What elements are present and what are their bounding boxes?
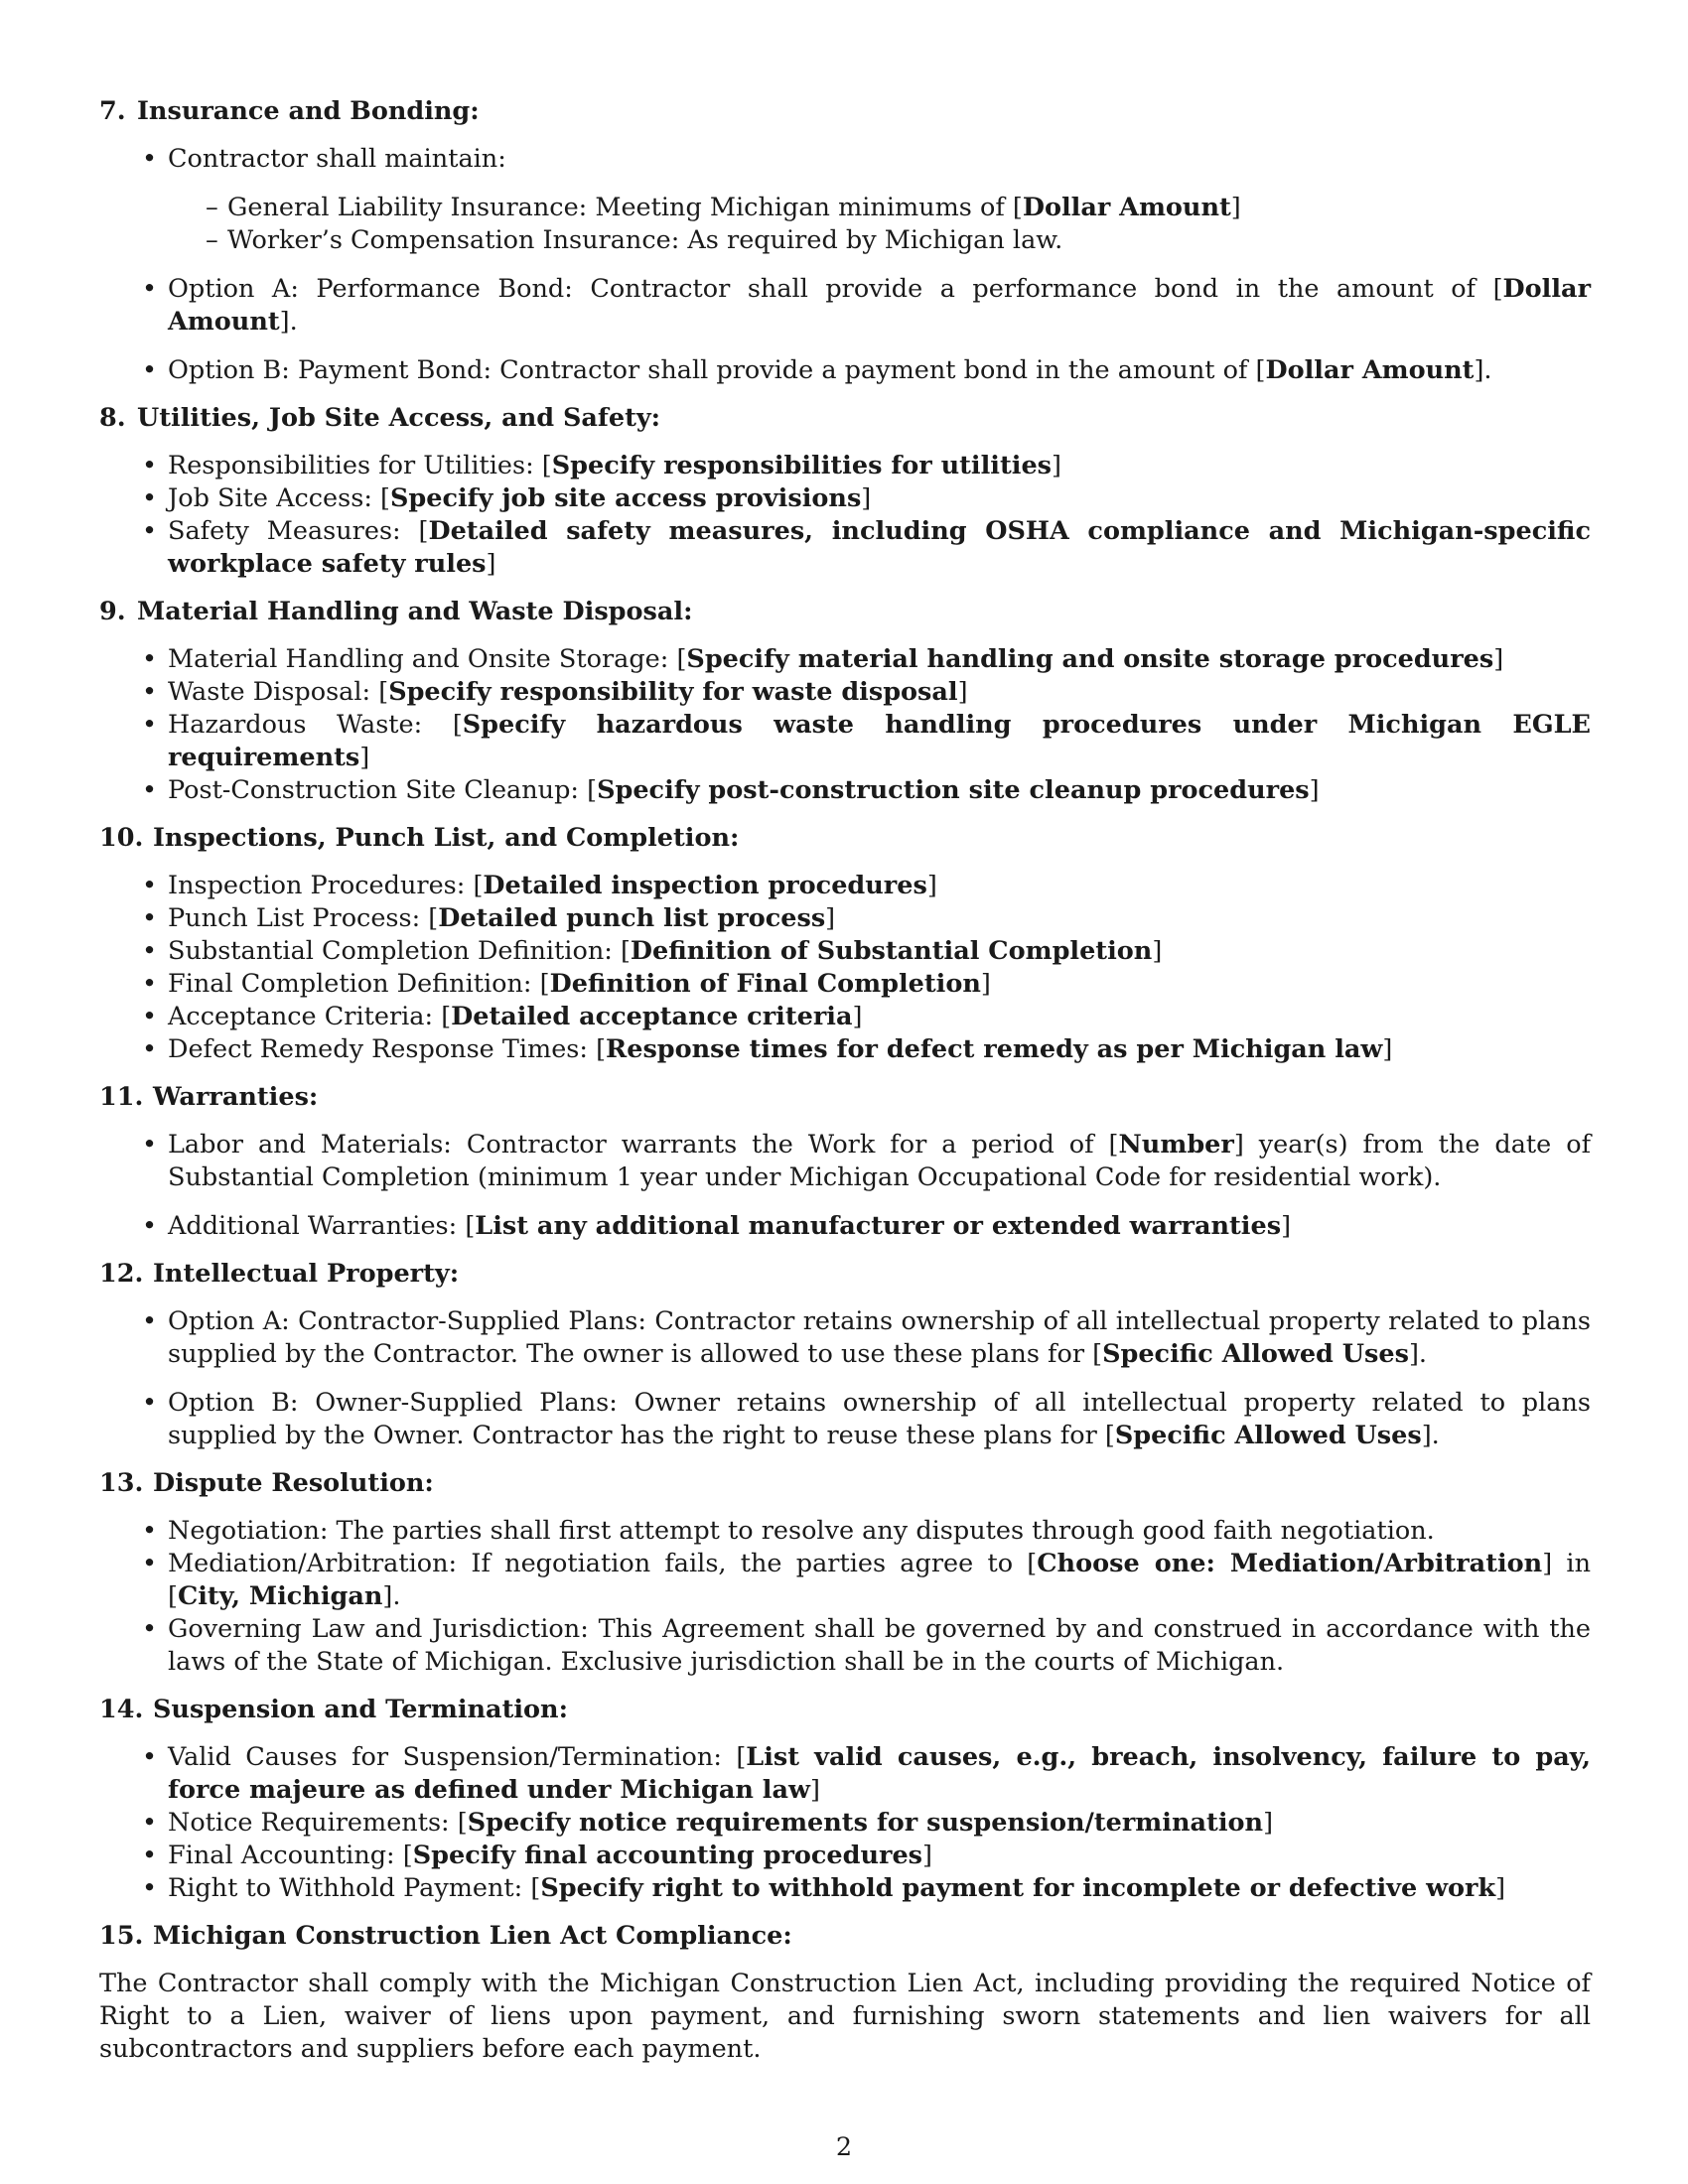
placeholder-field: List valid causes, e.g., breach, insolvency, failure to pay, force majeure as defined under Michigan law — [168, 1742, 1591, 1805]
bullet-list — [99, 870, 1591, 1066]
section-heading — [99, 822, 1591, 855]
placeholder-field: Specify final accounting procedures — [412, 1841, 923, 1870]
section-number: 10. — [99, 823, 144, 853]
placeholder-field: Specify job site access provisions — [389, 483, 862, 513]
section-number: 7. — [99, 96, 126, 126]
placeholder-field: Detailed acceptance criteria — [451, 1002, 853, 1031]
list-item: • Labor and Materials: Contractor warrants the Work for a period of [Number] year(s) from the date of Substantial Completion (minimum 1 year under Michigan Occupational Code for residential work). — [99, 1129, 1591, 1194]
list-item: • Option B: Owner-Supplied Plans: Owner retains ownership of all intellectual property related to plans supplied by the Owner. Contractor has the right to reuse these plans for [Specific Allowed Uses]. — [99, 1387, 1591, 1452]
placeholder-field: Specify responsibility for waste disposal — [388, 677, 958, 707]
placeholder-field: Definition of Final Completion — [549, 969, 981, 999]
section-utilities-access-safety — [99, 402, 1591, 581]
section-number: 12. — [99, 1259, 144, 1289]
placeholder-field: Specify post-construction site cleanup procedures — [597, 775, 1310, 805]
placeholder-field: Specify material handling and onsite storage procedures — [686, 644, 1494, 674]
section-title: Material Handling and Waste Disposal: — [137, 597, 693, 626]
section-heading — [99, 1258, 1591, 1291]
list-item: • Mediation/Arbitration: If negotiation fails, the parties agree to [Choose one: Mediation/Arbitration] in [City, Michigan]. — [99, 1548, 1591, 1613]
list-item: • Hazardous Waste: [Specify hazardous waste handling procedures under Michigan EGLE requirements] — [99, 709, 1591, 774]
placeholder-field: Number — [1118, 1130, 1234, 1160]
bullet-list — [99, 643, 1591, 807]
placeholder-field: Response times for defect remedy as per Michigan law — [606, 1034, 1383, 1064]
section-heading — [99, 1081, 1591, 1114]
section-title: Utilities, Job Site Access, and Safety: — [137, 403, 661, 433]
section-title: Warranties: — [153, 1082, 319, 1112]
section-title: Intellectual Property: — [153, 1259, 460, 1289]
sub-list-item: – Worker’s Compensation Insurance: As required by Michigan law. — [168, 224, 1591, 257]
section-title: Suspension and Termination: — [153, 1695, 569, 1724]
placeholder-field: Specific Allowed Uses — [1102, 1339, 1409, 1369]
section-intellectual-property — [99, 1258, 1591, 1452]
paragraph: The Contractor shall comply with the Michigan Construction Lien Act, including providing the required Notice of Right to a Lien, waiver of liens upon payment, and furnishing sworn statements and lien waivers for all subcontractors and suppliers before each payment. — [99, 1969, 1591, 2064]
section-heading — [99, 402, 1591, 435]
section-title: Inspections, Punch List, and Completion: — [153, 823, 740, 853]
list-item: • Final Accounting: [Specify final accounting procedures] — [99, 1840, 1591, 1872]
placeholder-field: Detailed inspection procedures — [483, 871, 927, 900]
placeholder-field: Specify right to withhold payment for incomplete or defective work — [540, 1873, 1496, 1903]
section-number: 8. — [99, 403, 126, 433]
list-item: • Additional Warranties: [List any additional manufacturer or extended warranties] — [99, 1210, 1591, 1243]
list-item: • Governing Law and Jurisdiction: This Agreement shall be governed by and construed in accordance with the laws of the State of Michigan. Exclusive jurisdiction shall be in the courts of Michigan. — [99, 1613, 1591, 1679]
list-item: • Valid Causes for Suspension/Termination: [List valid causes, e.g., breach, insolvency, failure to pay, force majeure as defined under Michigan law] — [99, 1741, 1591, 1807]
bullet-list — [99, 1129, 1591, 1243]
list-item: • Option A: Contractor-Supplied Plans: Contractor retains ownership of all intellectual property related to plans supplied by the Contractor. The owner is allowed to use these plans for [Specific Allowed Uses]. — [99, 1305, 1591, 1371]
placeholder-field: Dollar Amount — [1022, 193, 1231, 222]
bullet-list — [99, 1515, 1591, 1679]
section-heading — [99, 1467, 1591, 1500]
section-number: 9. — [99, 597, 126, 626]
list-item: • Defect Remedy Response Times: [Response times for defect remedy as per Michigan law] — [99, 1033, 1591, 1066]
placeholder-field: Definition of Substantial Completion — [630, 936, 1153, 966]
placeholder-field: Dollar Amount — [168, 274, 1591, 337]
section-suspension-termination — [99, 1694, 1591, 1905]
list-item: • Punch List Process: [Detailed punch list process] — [99, 902, 1591, 935]
section-heading — [99, 1920, 1591, 1953]
section-title: Dispute Resolution: — [153, 1468, 434, 1498]
list-item: • Option B: Payment Bond: Contractor shall provide a payment bond in the amount of [Dollar Amount]. — [99, 354, 1591, 387]
section-warranties — [99, 1081, 1591, 1243]
bullet-list — [99, 1305, 1591, 1452]
list-item: • Responsibilities for Utilities: [Specify responsibilities for utilities] — [99, 450, 1591, 482]
placeholder-field: Detailed punch list process — [438, 903, 826, 933]
section-heading — [99, 1694, 1591, 1726]
placeholder-field: List any additional manufacturer or extended warranties — [475, 1211, 1282, 1241]
list-item: • Inspection Procedures: [Detailed inspection procedures] — [99, 870, 1591, 902]
placeholder-field: Specify hazardous waste handling procedures under Michigan EGLE requirements — [168, 710, 1591, 772]
section-heading — [99, 596, 1591, 628]
section-heading — [99, 95, 1591, 128]
list-item: • Negotiation: The parties shall first attempt to resolve any disputes through good faith negotiation. — [99, 1515, 1591, 1548]
section-title: Insurance and Bonding: — [137, 96, 480, 126]
placeholder-field: Specify responsibilities for utilities — [551, 451, 1053, 480]
section-insurance-bonding — [99, 95, 1591, 387]
list-item: • Option A: Performance Bond: Contractor shall provide a performance bond in the amount of [Dollar Amount]. — [99, 273, 1591, 339]
list-item: • Final Completion Definition: [Definition of Final Completion] — [99, 968, 1591, 1001]
section-number: 13. — [99, 1468, 144, 1498]
list-item: • Safety Measures: [Detailed safety measures, including OSHA compliance and Michigan-specific workplace safety rules] — [99, 515, 1591, 581]
section-inspections-completion — [99, 822, 1591, 1066]
placeholder-field: Specify notice requirements for suspension/termination — [467, 1808, 1264, 1838]
sub-list-item: – General Liability Insurance: Meeting Michigan minimums of [Dollar Amount] — [168, 192, 1591, 224]
placeholder-field: Detailed safety measures, including OSHA compliance and Michigan-specific workplace safety rules — [168, 516, 1592, 579]
bullet-list — [99, 450, 1591, 581]
section-title: Michigan Construction Lien Act Compliance: — [153, 1921, 792, 1951]
section-number: 14. — [99, 1695, 144, 1724]
placeholder-field: City, Michigan — [177, 1581, 383, 1611]
list-item: • Right to Withhold Payment: [Specify right to withhold payment for incomplete or defective work] — [99, 1872, 1591, 1905]
list-item: • Acceptance Criteria: [Detailed acceptance criteria] — [99, 1001, 1591, 1033]
bullet-list — [99, 143, 1591, 387]
placeholder-field: Specific Allowed Uses — [1114, 1421, 1422, 1450]
list-item: • Material Handling and Onsite Storage: [Specify material handling and onsite storage procedures] — [99, 643, 1591, 676]
list-item: • Contractor shall maintain: – General Liability Insurance: Meeting Michigan minimums of [Dollar Amount] – Worker’s Compensation Insurance: As required by Michigan law. — [99, 143, 1591, 257]
list-item: • Post-Construction Site Cleanup: [Specify post-construction site cleanup procedures] — [99, 774, 1591, 807]
sub-list — [168, 192, 1591, 257]
section-material-waste — [99, 596, 1591, 807]
bullet-list — [99, 1741, 1591, 1905]
list-item: • Notice Requirements: [Specify notice requirements for suspension/termination] — [99, 1807, 1591, 1840]
list-item: • Job Site Access: [Specify job site access provisions] — [99, 482, 1591, 515]
section-number: 11. — [99, 1082, 144, 1112]
placeholder-field: Dollar Amount — [1265, 355, 1475, 385]
placeholder-field: Choose one: Mediation/Arbitration — [1037, 1549, 1543, 1578]
section-number: 15. — [99, 1921, 144, 1951]
page-number: 2 — [835, 2132, 853, 2162]
section-lien-act-compliance — [99, 1920, 1591, 2066]
section-dispute-resolution — [99, 1467, 1591, 1679]
list-item: • Substantial Completion Definition: [Definition of Substantial Completion] — [99, 935, 1591, 968]
list-item: • Waste Disposal: [Specify responsibility for waste disposal] — [99, 676, 1591, 709]
document-page — [99, 95, 1591, 2066]
